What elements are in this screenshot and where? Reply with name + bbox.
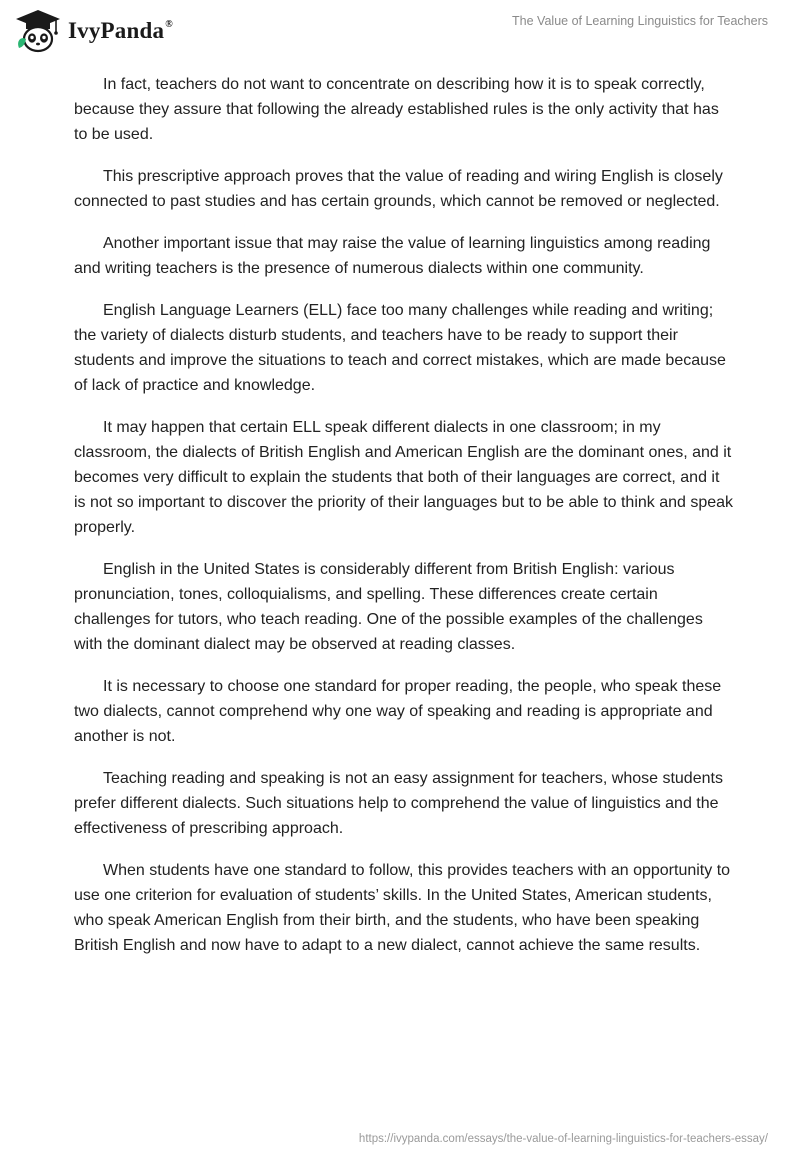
brand-name: IvyPanda® (68, 18, 173, 43)
page-header (0, 0, 800, 60)
source-url-link[interactable]: https://ivypanda.com/essays/the-value-of-learning-linguistics-for-teachers-essay/ (358, 1133, 768, 1145)
paragraph: English in the United States is considerably different from British English: various pronunciation, tones, colloquialisms, and spelling. These differences create certain challenges for tutors, who teach reading. One of the possible examples of the challenges with the dominant dialect may be observed at reading classes. (74, 561, 703, 653)
paragraph: Teaching reading and speaking is not an easy assignment for teachers, whose students prefer different dialects. Such situations help to comprehend the value of linguistics and the effectiveness of prescribing approach. (74, 770, 723, 837)
paragraph: Another important issue that may raise the value of learning linguistics among reading and writing teachers is the presence of numerous dialects within one community. (74, 235, 711, 277)
paragraph: It may happen that certain ELL speak different dialects in one classroom; in my classroom, the dialects of British English and American English are the dominant ones, and it becomes very difficult to explain the students that both of their languages are correct, and it is not so important to discover the priority of their languages but to be able to think and speak properly. (74, 419, 734, 536)
essay-body (74, 72, 734, 975)
paragraph: English Language Learners (ELL) face too many challenges while reading and writing; the variety of dialects disturb students, and teachers have to be ready to support their students and improve the situations to teach and correct mistakes, which are made because of lack of practice and knowledge. (74, 302, 726, 394)
document-title: The Value of Learning Linguistics for Teachers (512, 14, 768, 28)
paragraph: In fact, teachers do not want to concentrate on describing how it is to speak correctly, because they assure that following the already established rules is the only activity that has to be used. (74, 76, 719, 143)
ivypanda-logo[interactable] (14, 8, 173, 54)
paragraph: This prescriptive approach proves that the value of reading and wiring English is closely connected to past studies and has certain grounds, which cannot be removed or neglected. (74, 168, 723, 210)
paragraph: It is necessary to choose one standard for proper reading, the people, who speak these two dialects, cannot comprehend why one way of speaking and reading is appropriate and another is not. (74, 678, 722, 745)
panda-graduation-cap-icon (14, 8, 62, 54)
paragraph: When students have one standard to follow, this provides teachers with an opportunity to use one criterion for evaluation of students’ skills. In the United States, American students, who speak American English from their birth, and the students, who have been speaking British English and now have to adapt to a new dialect, cannot achieve the same results. (74, 862, 731, 954)
